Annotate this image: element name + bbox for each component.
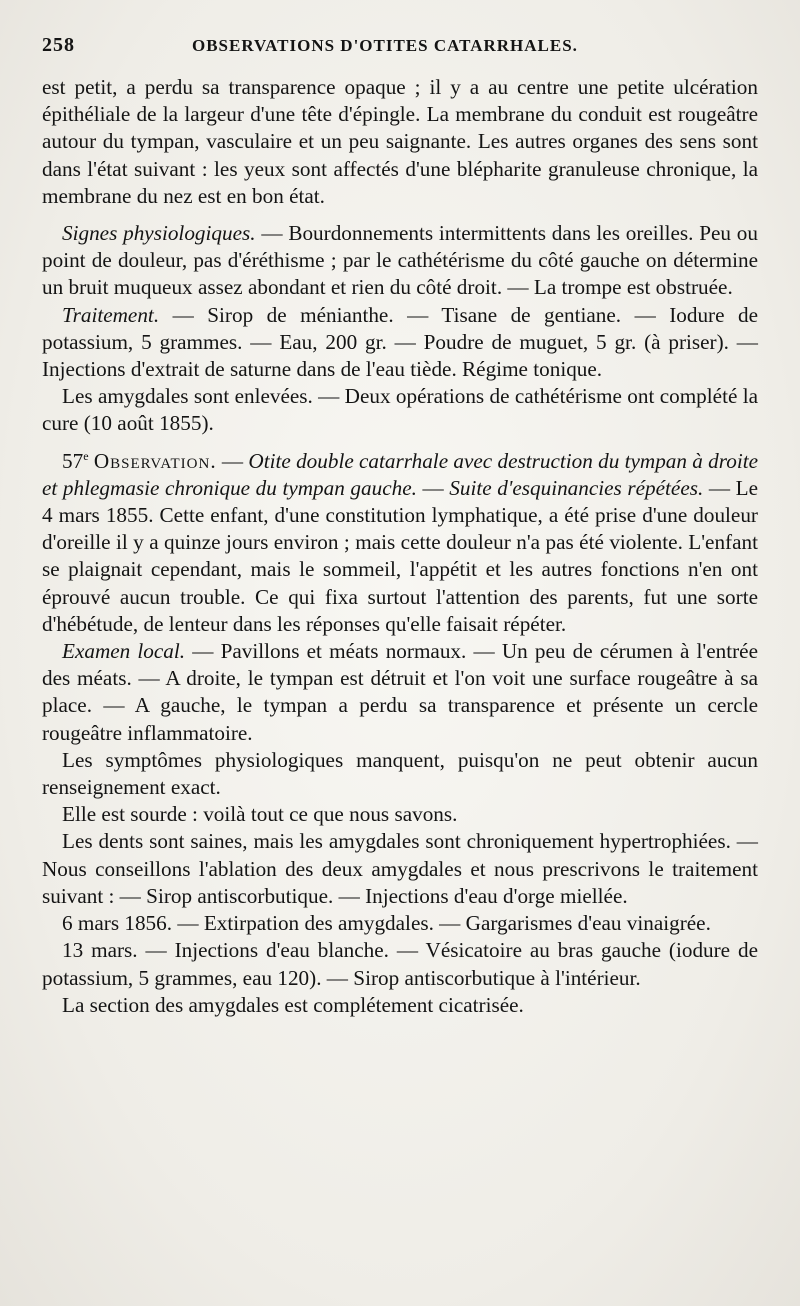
body-text [42,74,758,1019]
page-header [42,34,768,62]
observation-title: Otite double catarrhale avec destruction du tympan à droite et phlegmasie chronique du tympan gauche. [42,448,758,500]
paragraph-conclusion [42,992,758,1019]
observation-number-suffix: e [83,448,89,463]
running-head: OBSERVATIONS D'OTITES CATARRHALES. [192,36,578,55]
paragraph-local-exam [42,638,758,747]
paragraph-text: — Pavillons et méats normaux. — Un peu de cérumen à l'entrée des méats. — A droite, le tympan est détruit et l'on voit une surface rougeâtre à sa place. — A gauche, le tympan a perdu sa transparence et présente un cercle rougeâtre inflammatoire. [42,639,758,745]
paragraph-continuation [42,74,758,210]
paragraph-text: — Le 4 mars 1855. Cette enfant, d'une constitution lymphatique, a été prise d'une douleur d'oreille il y a quinze jours environ ; mais cette douleur n'a pas été violente. L'enfant se plaignait cependant, mais le sommeil, l'appétit et les autres fonctions n'en ont éprouvé aucun trouble. Ce qui fixa surtout l'attention des parents, fut une sorte d'hébétude, de lenteur dans les réponses qu'elle faisait répéter. [42,475,758,636]
paragraph-text: est petit, a perdu sa transparence opaque ; il y a au centre une petite ulcération épithéliale de la largeur d'une tête d'épingle. La membrane du conduit est rougeâtre autour du tympan, vasculaire et un peu saignante. Les autres organes des sens sont dans l'état suivant : les yeux sont affectés d'une blépharite granuleuse chronique, la membrane du nez est en bon état. [42,75,758,208]
paragraph-text: 6 mars 1856. — Extirpation des amygdales. — Gargarismes d'eau vinaigrée. [62,911,711,936]
paragraph-march-6 [42,910,758,937]
paragraph-physiological-signs [42,220,758,302]
paragraph-teeth-tonsils [42,828,758,910]
paragraph-text: — Sirop de ménianthe. — Tisane de gentiane. — Iodure de potassium, 5 grammes. — Eau, 200 gr. — Poudre de muguet, 5 gr. (à priser). — Injections d'extrait de saturne dans de l'eau tiède. Régime tonique. [42,302,758,382]
section-lead: Examen local. [62,639,186,664]
page-number: 258 [42,34,75,56]
paragraph-treatment [42,302,758,384]
paragraph-symptoms [42,747,758,801]
paragraph-text: Les amygdales sont enlevées. — Deux opérations de cathétérisme ont complété la cure (10 août 1855). [42,384,758,436]
paragraph-text: — Bourdonnements intermittents dans les oreilles. Peu ou point de douleur, pas d'éréthisme ; par le cathétérisme du côté gauche on détermine un bruit muqueux assez abondant et rien du côté droit. — La trompe est obstruée. [42,221,758,300]
observation-label: Observation. [93,448,217,473]
paragraph-outcome [42,383,758,437]
observation-number: 57 [62,448,84,473]
paragraph-march-13 [42,937,758,991]
paragraph-observation-57: 57e Observation. — Otite double catarrhale avec destruction du tympan à droite et phlegmasie chronique du tympan gauche. — Suite d'esquinancies répétées. — Le 4 mars 1855. Cette enfant, d'une constitution lymphatique, a été prise d'une douleur d'oreille il y a quinze jours environ ; mais cette douleur n'a pas été violente. L'enfant se plaignait cependant, mais le sommeil, l'appétit et les autres fonctions n'en ont éprouvé aucun trouble. Ce qui fixa surtout l'attention des parents, fut une sorte d'hébétude, de lenteur dans les réponses qu'elle faisait répéter. [42,448,758,636]
paragraph-text: Elle est sourde : voilà tout ce que nous savons. [62,802,458,827]
paragraph-text: Les symptômes physiologiques manquent, puisqu'on ne peut obtenir aucun renseignement exact. [42,747,758,800]
paragraph-text: 13 mars. — Injections d'eau blanche. — Vésicatoire au bras gauche (iodure de potassium, 5 grammes, eau 120). — Sirop antiscorbutique à l'intérieur. [42,938,758,990]
paragraph-text: La section des amygdales est complétement cicatrisée. [62,992,524,1017]
section-lead: Traitement. [62,302,160,327]
paragraph-text: Les dents sont saines, mais les amygdales sont chroniquement hypertrophiées. — Nous conseillons l'ablation des deux amygdales et nous prescrivons le traitement suivant : — Sirop antiscorbutique. — Injections d'eau d'orge miellée. [42,829,758,908]
observation-subtitle: Suite d'esquinancies répétées. [449,475,704,500]
paragraph-deafness [42,801,758,828]
section-lead: Signes physiologiques. [62,221,256,246]
